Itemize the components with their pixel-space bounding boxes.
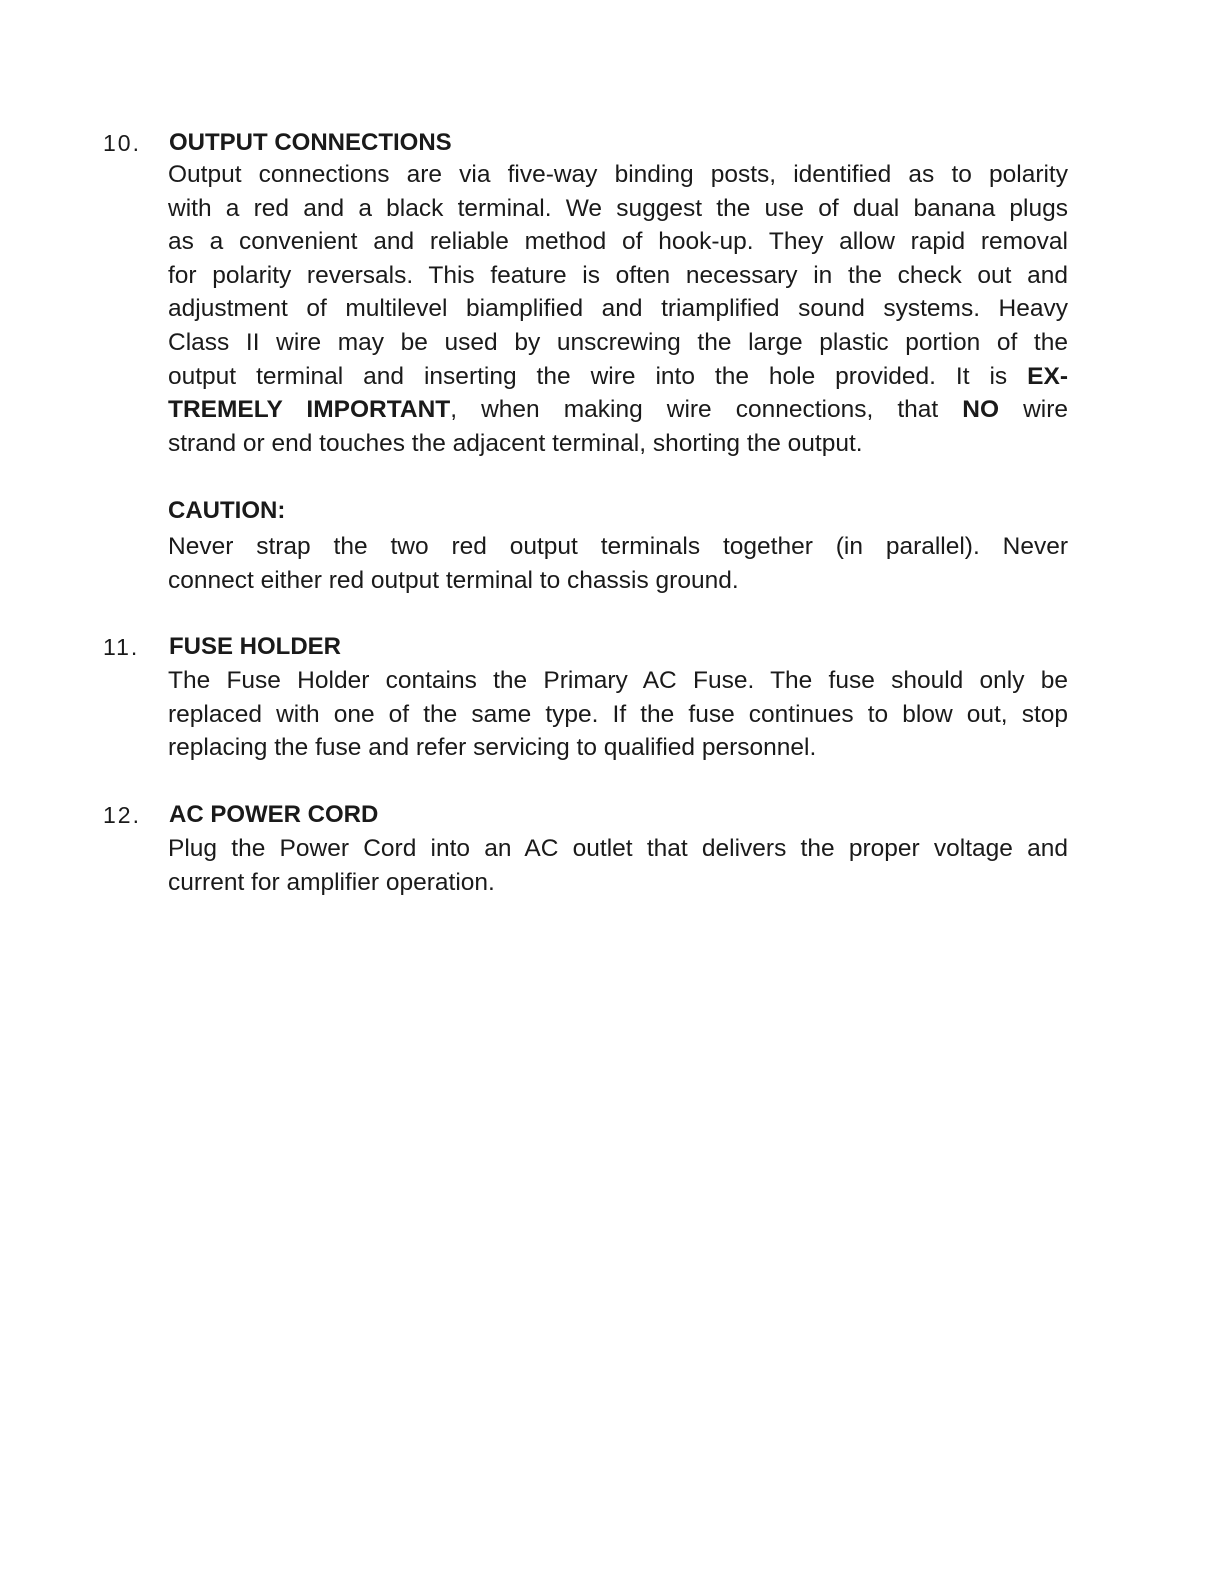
body-line: Plug the Power Cord into an AC outlet that delivers the proper voltage and [168, 835, 1068, 862]
body-line: strand or end touches the adjacent terminal, shorting the output. [168, 429, 863, 457]
body-line-text: output terminal and inserting the wire into the hole provided. It is [168, 362, 1008, 390]
body-line: Class II wire may be used by unscrewing the large plastic portion of the [168, 328, 1068, 356]
body-line-text: , when making wire connections, that [450, 396, 939, 424]
section-title: FUSE HOLDER [169, 633, 342, 660]
section-body [168, 832, 1068, 899]
section-number: 11. [103, 634, 140, 660]
body-line: current for amplifier operation. [168, 868, 495, 896]
body-line-with-bold [168, 360, 1068, 394]
section-title: OUTPUT CONNECTIONS [169, 129, 452, 156]
body-line: with a red and a black terminal. We suggest the use of dual banana plugs [168, 194, 1068, 222]
body-line: for polarity reversals. This feature is often necessary in the check out and [168, 261, 1068, 289]
section-title: AC POWER CORD [169, 801, 379, 828]
body-line: replaced with one of the same type. If the fuse continues to blow out, stop [168, 700, 1068, 728]
section-body [168, 664, 1068, 765]
bold-emphasis: EX- [1027, 362, 1068, 390]
body-line: adjustment of multilevel biamplified and triamplified sound systems. Heavy [168, 295, 1068, 323]
body-line: connect either red output terminal to chassis ground. [168, 566, 739, 594]
caution-title: CAUTION: [168, 497, 286, 524]
section-number: 12. [103, 802, 141, 828]
body-line: replacing the fuse and refer servicing to qualified personnel. [168, 734, 817, 762]
bold-emphasis: NO [962, 396, 1000, 424]
body-line: as a convenient and reliable method of hook-up. They allow rapid removal [168, 228, 1068, 256]
section-number: 10. [103, 130, 141, 156]
body-line: Output connections are via five-way binding posts, identified as to polarity [168, 161, 1068, 188]
caution-body [168, 530, 1068, 597]
section-body [168, 158, 1068, 460]
bold-emphasis: TREMELY IMPORTANT [168, 396, 451, 424]
body-line-with-bold [168, 393, 1068, 427]
body-line: Never strap the two red output terminals together (in parallel). Never [168, 533, 1068, 560]
body-line-text: wire [999, 396, 1068, 424]
body-line: The Fuse Holder contains the Primary AC Fuse. The fuse should only be [168, 667, 1068, 694]
